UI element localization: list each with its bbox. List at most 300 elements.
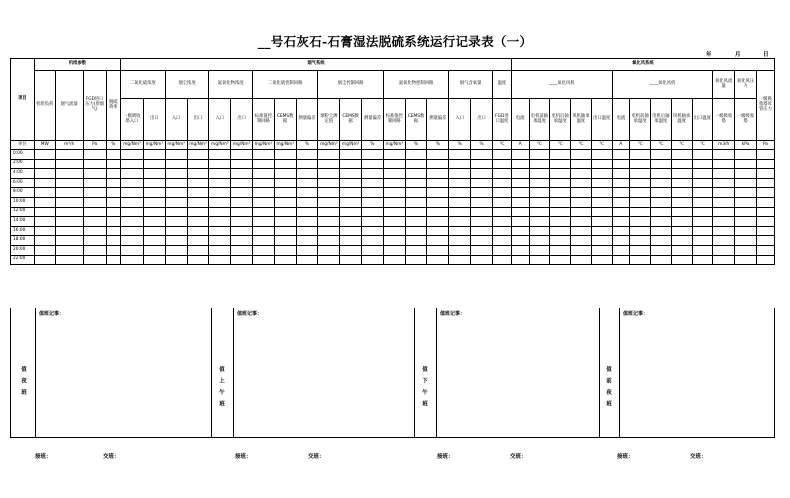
data-cell[interactable] xyxy=(209,245,231,255)
data-cell[interactable] xyxy=(756,236,774,246)
data-cell[interactable] xyxy=(511,226,529,236)
data-cell[interactable] xyxy=(735,236,757,246)
data-cell[interactable] xyxy=(612,245,630,255)
data-cell[interactable] xyxy=(83,188,106,198)
data-cell[interactable] xyxy=(187,226,209,236)
data-cell[interactable] xyxy=(529,255,550,265)
data-cell[interactable] xyxy=(121,207,144,217)
data-cell[interactable] xyxy=(340,236,362,246)
data-cell[interactable] xyxy=(591,169,612,179)
data-cell[interactable] xyxy=(318,236,340,246)
data-cell[interactable] xyxy=(650,150,671,160)
data-cell[interactable] xyxy=(650,226,671,236)
data-cell[interactable] xyxy=(55,188,83,198)
data-cell[interactable] xyxy=(55,207,83,217)
data-cell[interactable] xyxy=(209,197,231,207)
data-cell[interactable] xyxy=(630,207,651,217)
data-cell[interactable] xyxy=(756,245,774,255)
data-cell[interactable] xyxy=(471,150,493,160)
data-cell[interactable] xyxy=(383,217,405,227)
data-cell[interactable] xyxy=(405,255,427,265)
data-cell[interactable] xyxy=(650,207,671,217)
data-cell[interactable] xyxy=(187,150,209,160)
data-cell[interactable] xyxy=(362,169,384,179)
data-cell[interactable] xyxy=(612,197,630,207)
data-cell[interactable] xyxy=(106,169,121,179)
data-cell[interactable] xyxy=(550,197,571,207)
data-cell[interactable] xyxy=(296,226,318,236)
data-cell[interactable] xyxy=(362,188,384,198)
data-cell[interactable] xyxy=(231,159,253,169)
data-cell[interactable] xyxy=(713,245,735,255)
data-cell[interactable] xyxy=(106,178,121,188)
data-cell[interactable] xyxy=(165,226,187,236)
data-cell[interactable] xyxy=(427,245,449,255)
data-cell[interactable] xyxy=(165,217,187,227)
data-cell[interactable] xyxy=(231,188,253,198)
data-cell[interactable] xyxy=(427,188,449,198)
data-cell[interactable] xyxy=(650,159,671,169)
data-cell[interactable] xyxy=(106,150,121,160)
data-cell[interactable] xyxy=(612,169,630,179)
data-cell[interactable] xyxy=(671,245,692,255)
data-cell[interactable] xyxy=(427,197,449,207)
data-cell[interactable] xyxy=(405,207,427,217)
data-cell[interactable] xyxy=(121,236,144,246)
data-cell[interactable] xyxy=(612,255,630,265)
data-cell[interactable] xyxy=(318,217,340,227)
data-cell[interactable] xyxy=(511,197,529,207)
data-cell[interactable] xyxy=(405,188,427,198)
data-cell[interactable] xyxy=(55,255,83,265)
data-cell[interactable] xyxy=(34,207,55,217)
data-cell[interactable] xyxy=(591,150,612,160)
data-cell[interactable] xyxy=(550,169,571,179)
data-cell[interactable] xyxy=(713,236,735,246)
data-cell[interactable] xyxy=(671,169,692,179)
data-cell[interactable] xyxy=(165,178,187,188)
data-cell[interactable] xyxy=(231,236,253,246)
data-cell[interactable] xyxy=(362,197,384,207)
data-cell[interactable] xyxy=(529,226,550,236)
data-cell[interactable] xyxy=(296,217,318,227)
data-cell[interactable] xyxy=(630,178,651,188)
data-cell[interactable] xyxy=(231,255,253,265)
data-cell[interactable] xyxy=(492,169,511,179)
data-cell[interactable] xyxy=(362,178,384,188)
data-cell[interactable] xyxy=(449,207,471,217)
data-cell[interactable] xyxy=(34,178,55,188)
data-cell[interactable] xyxy=(83,159,106,169)
data-cell[interactable] xyxy=(55,150,83,160)
data-cell[interactable] xyxy=(165,207,187,217)
data-cell[interactable] xyxy=(383,245,405,255)
data-cell[interactable] xyxy=(529,169,550,179)
data-cell[interactable] xyxy=(630,245,651,255)
data-cell[interactable] xyxy=(612,207,630,217)
data-cell[interactable] xyxy=(143,226,165,236)
data-cell[interactable] xyxy=(187,159,209,169)
data-cell[interactable] xyxy=(630,217,651,227)
data-cell[interactable] xyxy=(383,226,405,236)
data-cell[interactable] xyxy=(511,245,529,255)
data-cell[interactable] xyxy=(383,169,405,179)
data-cell[interactable] xyxy=(630,226,651,236)
data-cell[interactable] xyxy=(571,178,592,188)
data-cell[interactable] xyxy=(274,178,296,188)
data-cell[interactable] xyxy=(296,255,318,265)
data-cell[interactable] xyxy=(362,150,384,160)
data-cell[interactable] xyxy=(55,169,83,179)
data-cell[interactable] xyxy=(692,245,713,255)
data-cell[interactable] xyxy=(735,217,757,227)
data-cell[interactable] xyxy=(550,178,571,188)
data-cell[interactable] xyxy=(318,255,340,265)
data-cell[interactable] xyxy=(529,236,550,246)
data-cell[interactable] xyxy=(165,197,187,207)
data-cell[interactable] xyxy=(591,226,612,236)
data-cell[interactable] xyxy=(571,197,592,207)
data-cell[interactable] xyxy=(121,217,144,227)
data-cell[interactable] xyxy=(650,169,671,179)
data-cell[interactable] xyxy=(713,217,735,227)
data-cell[interactable] xyxy=(630,188,651,198)
data-cell[interactable] xyxy=(318,226,340,236)
data-cell[interactable] xyxy=(692,207,713,217)
data-cell[interactable] xyxy=(630,197,651,207)
data-cell[interactable] xyxy=(671,159,692,169)
data-cell[interactable] xyxy=(274,207,296,217)
data-cell[interactable] xyxy=(252,207,274,217)
data-cell[interactable] xyxy=(449,245,471,255)
data-cell[interactable] xyxy=(511,236,529,246)
data-cell[interactable] xyxy=(650,197,671,207)
data-cell[interactable] xyxy=(492,178,511,188)
data-cell[interactable] xyxy=(106,226,121,236)
data-cell[interactable] xyxy=(252,197,274,207)
data-cell[interactable] xyxy=(296,178,318,188)
data-cell[interactable] xyxy=(756,159,774,169)
data-cell[interactable] xyxy=(692,169,713,179)
data-cell[interactable] xyxy=(591,159,612,169)
data-cell[interactable] xyxy=(449,159,471,169)
data-cell[interactable] xyxy=(106,159,121,169)
data-cell[interactable] xyxy=(735,188,757,198)
data-cell[interactable] xyxy=(713,197,735,207)
data-cell[interactable] xyxy=(383,207,405,217)
data-cell[interactable] xyxy=(209,207,231,217)
data-cell[interactable] xyxy=(121,169,144,179)
data-cell[interactable] xyxy=(274,245,296,255)
data-cell[interactable] xyxy=(274,217,296,227)
data-cell[interactable] xyxy=(83,245,106,255)
data-cell[interactable] xyxy=(427,178,449,188)
data-cell[interactable] xyxy=(550,217,571,227)
data-cell[interactable] xyxy=(449,226,471,236)
data-cell[interactable] xyxy=(529,217,550,227)
data-cell[interactable] xyxy=(650,255,671,265)
data-cell[interactable] xyxy=(252,178,274,188)
data-cell[interactable] xyxy=(735,197,757,207)
data-cell[interactable] xyxy=(756,197,774,207)
data-cell[interactable] xyxy=(405,159,427,169)
data-cell[interactable] xyxy=(34,169,55,179)
data-cell[interactable] xyxy=(340,150,362,160)
data-cell[interactable] xyxy=(571,245,592,255)
data-cell[interactable] xyxy=(252,217,274,227)
data-cell[interactable] xyxy=(318,150,340,160)
data-cell[interactable] xyxy=(252,169,274,179)
data-cell[interactable] xyxy=(362,226,384,236)
data-cell[interactable] xyxy=(492,236,511,246)
data-cell[interactable] xyxy=(318,245,340,255)
data-cell[interactable] xyxy=(492,159,511,169)
data-cell[interactable] xyxy=(591,178,612,188)
data-cell[interactable] xyxy=(143,188,165,198)
data-cell[interactable] xyxy=(591,197,612,207)
data-cell[interactable] xyxy=(34,217,55,227)
data-cell[interactable] xyxy=(274,188,296,198)
data-cell[interactable] xyxy=(571,150,592,160)
data-cell[interactable] xyxy=(340,197,362,207)
data-cell[interactable] xyxy=(209,169,231,179)
data-cell[interactable] xyxy=(318,188,340,198)
data-cell[interactable] xyxy=(121,245,144,255)
data-cell[interactable] xyxy=(165,245,187,255)
data-cell[interactable] xyxy=(756,217,774,227)
data-cell[interactable] xyxy=(511,207,529,217)
data-cell[interactable] xyxy=(34,188,55,198)
data-cell[interactable] xyxy=(83,207,106,217)
data-cell[interactable] xyxy=(143,150,165,160)
data-cell[interactable] xyxy=(318,159,340,169)
data-cell[interactable] xyxy=(274,169,296,179)
data-cell[interactable] xyxy=(713,169,735,179)
data-cell[interactable] xyxy=(362,245,384,255)
data-cell[interactable] xyxy=(55,236,83,246)
data-cell[interactable] xyxy=(55,197,83,207)
data-cell[interactable] xyxy=(650,245,671,255)
data-cell[interactable] xyxy=(692,197,713,207)
data-cell[interactable] xyxy=(713,255,735,265)
data-cell[interactable] xyxy=(252,226,274,236)
data-cell[interactable] xyxy=(591,255,612,265)
data-cell[interactable] xyxy=(106,236,121,246)
data-cell[interactable] xyxy=(340,169,362,179)
data-cell[interactable] xyxy=(449,236,471,246)
data-cell[interactable] xyxy=(209,226,231,236)
data-cell[interactable] xyxy=(713,178,735,188)
data-cell[interactable] xyxy=(671,207,692,217)
data-cell[interactable] xyxy=(471,217,493,227)
data-cell[interactable] xyxy=(756,169,774,179)
data-cell[interactable] xyxy=(83,217,106,227)
data-cell[interactable] xyxy=(209,217,231,227)
data-cell[interactable] xyxy=(143,197,165,207)
data-cell[interactable] xyxy=(427,217,449,227)
data-cell[interactable] xyxy=(55,159,83,169)
data-cell[interactable] xyxy=(318,207,340,217)
data-cell[interactable] xyxy=(187,169,209,179)
data-cell[interactable] xyxy=(231,169,253,179)
data-cell[interactable] xyxy=(571,169,592,179)
data-cell[interactable] xyxy=(630,255,651,265)
data-cell[interactable] xyxy=(362,159,384,169)
data-cell[interactable] xyxy=(34,245,55,255)
data-cell[interactable] xyxy=(529,159,550,169)
data-cell[interactable] xyxy=(671,236,692,246)
data-cell[interactable] xyxy=(591,207,612,217)
data-cell[interactable] xyxy=(492,255,511,265)
data-cell[interactable] xyxy=(231,207,253,217)
data-cell[interactable] xyxy=(713,188,735,198)
data-cell[interactable] xyxy=(187,236,209,246)
data-cell[interactable] xyxy=(427,150,449,160)
data-cell[interactable] xyxy=(231,150,253,160)
data-cell[interactable] xyxy=(612,159,630,169)
data-cell[interactable] xyxy=(165,188,187,198)
data-cell[interactable] xyxy=(571,236,592,246)
data-cell[interactable] xyxy=(529,245,550,255)
data-cell[interactable] xyxy=(405,178,427,188)
data-cell[interactable] xyxy=(106,197,121,207)
data-cell[interactable] xyxy=(340,207,362,217)
data-cell[interactable] xyxy=(252,159,274,169)
data-cell[interactable] xyxy=(383,236,405,246)
data-cell[interactable] xyxy=(571,159,592,169)
data-cell[interactable] xyxy=(471,169,493,179)
data-cell[interactable] xyxy=(449,150,471,160)
data-cell[interactable] xyxy=(529,178,550,188)
data-cell[interactable] xyxy=(571,188,592,198)
data-cell[interactable] xyxy=(83,255,106,265)
data-cell[interactable] xyxy=(231,197,253,207)
data-cell[interactable] xyxy=(340,226,362,236)
data-cell[interactable] xyxy=(252,236,274,246)
data-cell[interactable] xyxy=(165,236,187,246)
data-cell[interactable] xyxy=(427,236,449,246)
data-cell[interactable] xyxy=(318,169,340,179)
data-cell[interactable] xyxy=(550,245,571,255)
data-cell[interactable] xyxy=(231,226,253,236)
data-cell[interactable] xyxy=(735,169,757,179)
data-cell[interactable] xyxy=(383,178,405,188)
data-cell[interactable] xyxy=(121,178,144,188)
data-cell[interactable] xyxy=(511,217,529,227)
data-cell[interactable] xyxy=(165,159,187,169)
data-cell[interactable] xyxy=(471,245,493,255)
data-cell[interactable] xyxy=(296,188,318,198)
data-cell[interactable] xyxy=(630,159,651,169)
data-cell[interactable] xyxy=(471,188,493,198)
data-cell[interactable] xyxy=(383,255,405,265)
data-cell[interactable] xyxy=(511,178,529,188)
data-cell[interactable] xyxy=(630,169,651,179)
data-cell[interactable] xyxy=(296,197,318,207)
data-cell[interactable] xyxy=(692,236,713,246)
data-cell[interactable] xyxy=(187,217,209,227)
data-cell[interactable] xyxy=(692,150,713,160)
data-cell[interactable] xyxy=(630,236,651,246)
data-cell[interactable] xyxy=(274,197,296,207)
data-cell[interactable] xyxy=(692,159,713,169)
data-cell[interactable] xyxy=(756,150,774,160)
data-cell[interactable] xyxy=(571,207,592,217)
data-cell[interactable] xyxy=(121,255,144,265)
data-cell[interactable] xyxy=(427,169,449,179)
data-cell[interactable] xyxy=(55,226,83,236)
data-cell[interactable] xyxy=(383,197,405,207)
data-cell[interactable] xyxy=(735,207,757,217)
data-cell[interactable] xyxy=(449,217,471,227)
data-cell[interactable] xyxy=(83,150,106,160)
data-cell[interactable] xyxy=(511,169,529,179)
data-cell[interactable] xyxy=(187,255,209,265)
data-cell[interactable] xyxy=(209,178,231,188)
data-cell[interactable] xyxy=(187,207,209,217)
data-cell[interactable] xyxy=(550,159,571,169)
data-cell[interactable] xyxy=(143,236,165,246)
data-cell[interactable] xyxy=(34,197,55,207)
data-cell[interactable] xyxy=(296,150,318,160)
data-cell[interactable] xyxy=(471,255,493,265)
data-cell[interactable] xyxy=(405,217,427,227)
data-cell[interactable] xyxy=(492,188,511,198)
data-cell[interactable] xyxy=(55,217,83,227)
data-cell[interactable] xyxy=(34,150,55,160)
data-cell[interactable] xyxy=(405,197,427,207)
data-cell[interactable] xyxy=(405,169,427,179)
data-cell[interactable] xyxy=(571,255,592,265)
data-cell[interactable] xyxy=(756,226,774,236)
data-cell[interactable] xyxy=(427,207,449,217)
data-cell[interactable] xyxy=(612,236,630,246)
data-cell[interactable] xyxy=(55,178,83,188)
data-cell[interactable] xyxy=(692,178,713,188)
data-cell[interactable] xyxy=(529,197,550,207)
data-cell[interactable] xyxy=(471,236,493,246)
data-cell[interactable] xyxy=(471,178,493,188)
data-cell[interactable] xyxy=(550,236,571,246)
data-cell[interactable] xyxy=(492,150,511,160)
data-cell[interactable] xyxy=(735,150,757,160)
data-cell[interactable] xyxy=(612,150,630,160)
data-cell[interactable] xyxy=(427,226,449,236)
data-cell[interactable] xyxy=(591,217,612,227)
data-cell[interactable] xyxy=(550,207,571,217)
data-cell[interactable] xyxy=(571,217,592,227)
data-cell[interactable] xyxy=(106,207,121,217)
data-cell[interactable] xyxy=(340,159,362,169)
data-cell[interactable] xyxy=(121,226,144,236)
data-cell[interactable] xyxy=(362,207,384,217)
data-cell[interactable] xyxy=(296,245,318,255)
data-cell[interactable] xyxy=(471,226,493,236)
data-cell[interactable] xyxy=(692,255,713,265)
data-cell[interactable] xyxy=(692,217,713,227)
data-cell[interactable] xyxy=(671,255,692,265)
data-cell[interactable] xyxy=(492,197,511,207)
data-cell[interactable] xyxy=(756,188,774,198)
data-cell[interactable] xyxy=(34,226,55,236)
data-cell[interactable] xyxy=(34,159,55,169)
data-cell[interactable] xyxy=(55,245,83,255)
data-cell[interactable] xyxy=(106,217,121,227)
data-cell[interactable] xyxy=(274,236,296,246)
data-cell[interactable] xyxy=(143,245,165,255)
data-cell[interactable] xyxy=(187,188,209,198)
data-cell[interactable] xyxy=(735,226,757,236)
